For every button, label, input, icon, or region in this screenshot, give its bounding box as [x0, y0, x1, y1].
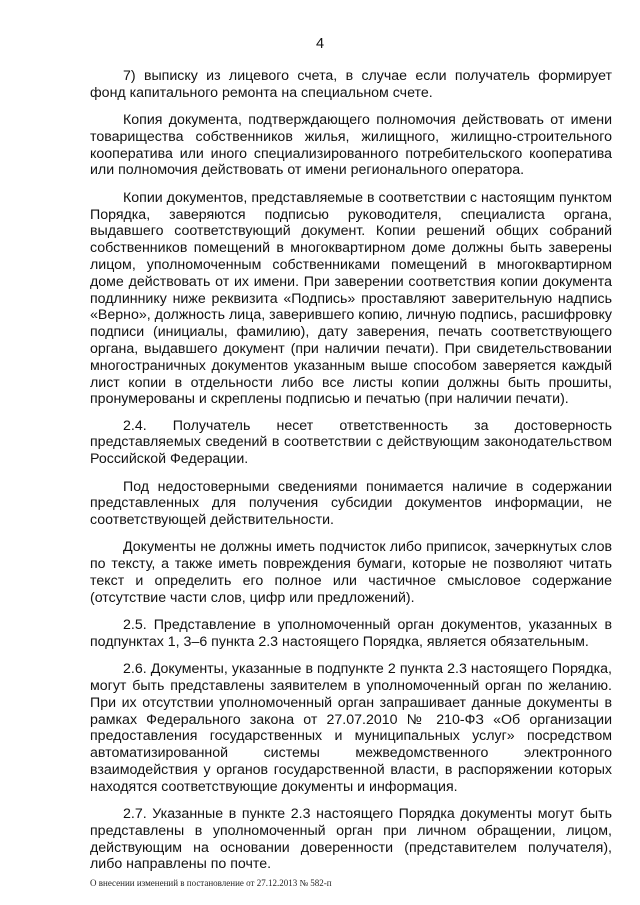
- paragraph-authority-copy: Копия документа, подтверждающего полномочия действовать от имени товарищества собственников жилья, жилищного, жилищно-строительного кооператива или иного специализированного потребительского кооператива или полномочия действовать от имени регионального оператора.: [90, 112, 612, 179]
- paragraph-2-4: 2.4. Получатель несет ответственность за достоверность представляемых сведений в соответствии с действующим законодательством Российской Федерации.: [90, 417, 612, 468]
- paragraph-2-7: 2.7. Указанные в пункте 2.3 настоящего Порядка документы могут быть представлены в уполномоченный орган при личном обращении, лицом, действующим на основании доверенности (представителем получателя), либо направлены по почте.: [90, 806, 612, 873]
- paragraph-copy-certification: Копии документов, представляемые в соответствии с настоящим пунктом Порядка, заверяются подписью руководителя, специалиста органа, выдавшего соответствующий документ. Копии решений общих собраний собственников помещений в многоквартирном доме должны быть заверены лицом, уполномоченным собственниками помещений в многоквартирном доме действовать от их имени. При заверении соответствия копии документа подлиннику ниже реквизита «Подпись» проставляют заверительную надпись «Верно», должность лица, заверившего копию, личную подпись, расшифровку подписи (инициалы, фамилию), дату заверения, печать соответствующего органа, выдавшего документ (при наличии печати). При свидетельствовании многостраничных документов указанным выше способом заверяется каждый лист копии в отдельности либо все листы копии должны быть прошиты, пронумерованы и скреплены подписью и печатью (при наличии печати).: [90, 189, 612, 408]
- footer-note: О внесении изменений в постановление от 27.12.2013 № 582-п: [90, 878, 332, 888]
- page-number: 4: [315, 36, 325, 52]
- paragraph-document-condition: Документы не должны иметь подчисток либо приписок, зачеркнутых слов по тексту, а также иметь повреждения бумаги, которые не позволяют читать текст и определить его полное или частичное смысловое содержание (отсутствие части слов, цифр или предложений).: [90, 539, 612, 606]
- document-body: [90, 68, 612, 884]
- paragraph-2-6: 2.6. Документы, указанные в подпункте 2 пункта 2.3 настоящего Порядка, могут быть представлены заявителем в уполномоченный орган по желанию. При их отсутствии уполномоченный орган запрашивает данные документы в рамках Федерального закона от 27.07.2010 № 210-ФЗ «Об организации предоставления государственных и муниципальных услуг» посредством автоматизированной системы межведомственного электронного взаимодействия у органов государственной власти, в распоряжении которых находятся соответствующие документы и информация.: [90, 661, 612, 795]
- paragraph-2-5: 2.5. Представление в уполномоченный орган документов, указанных в подпунктах 1, 3–6 пункта 2.3 настоящего Порядка, является обязательным.: [90, 617, 612, 650]
- paragraph-false-info: Под недостоверными сведениями понимается наличие в содержании представленных для получения субсидии документов информации, не соответствующей действительности.: [90, 478, 612, 529]
- paragraph-item-7: 7) выписку из лицевого счета, в случае если получатель формирует фонд капитального ремонта на специальном счете.: [90, 68, 612, 101]
